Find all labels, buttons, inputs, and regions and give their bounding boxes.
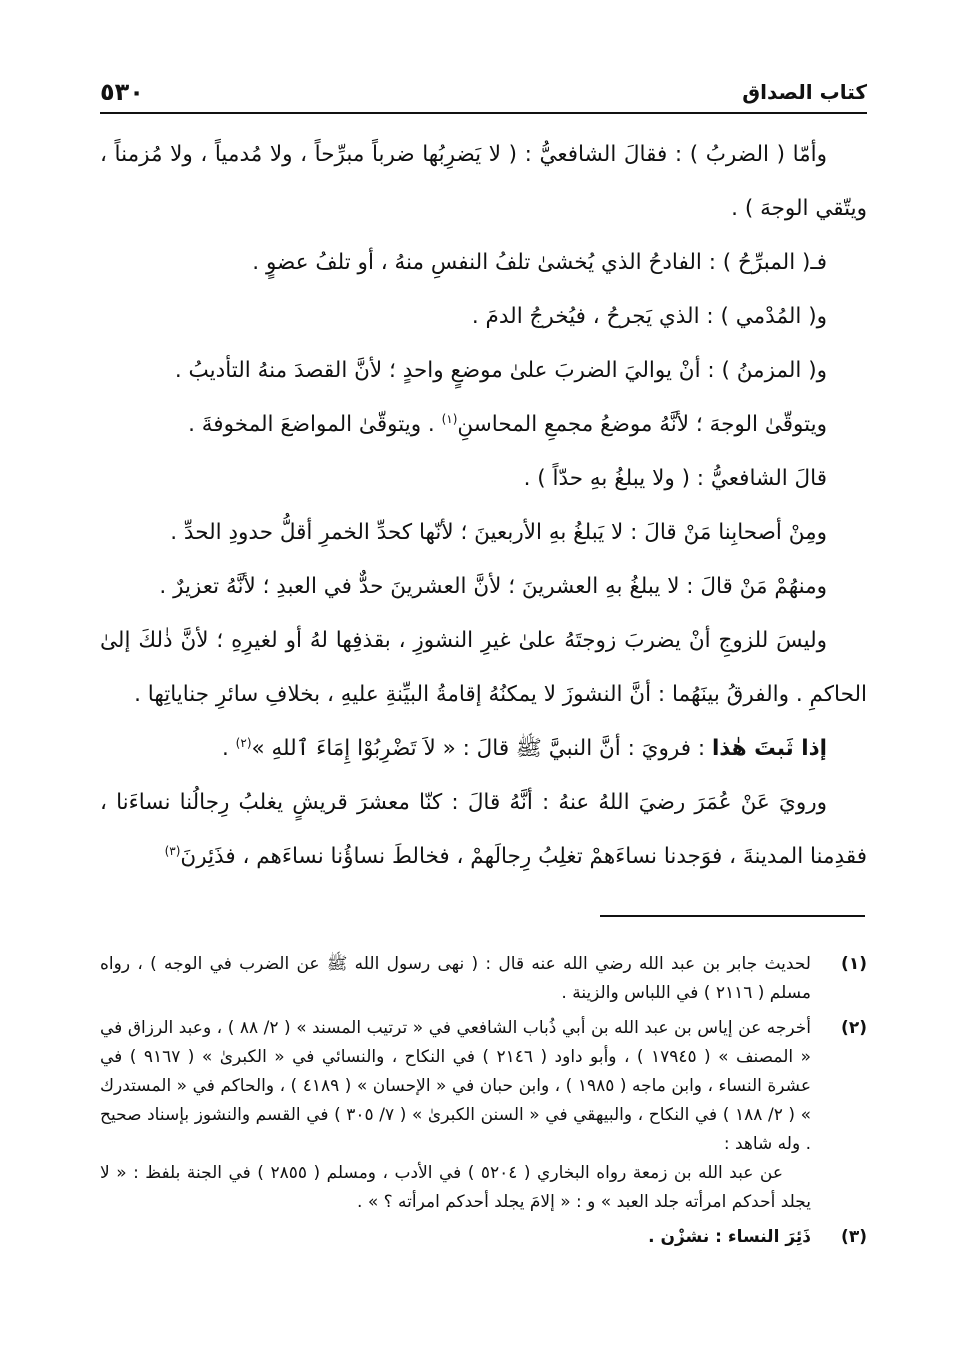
footnote-ref-1[interactable]: (١) <box>441 411 458 426</box>
paragraph-mubarrih: فـ( المبرِّحُ ) : الفادحُ الذي يُخشىٰ تلفُ النفسِ منهُ ، أو تلفُ عضوٍ . <box>252 250 827 275</box>
footnote-3 <box>100 1223 867 1252</box>
paragraph-beating: وأمّا ( الضربُ ) : فقالَ الشافعيُّ : ( لا يَضرِبُها ضرباً مبرِّحاً ، ولا مُدمياً ، ولا مُزمناً ، ويتّقي الوجهَ ) . <box>100 142 867 221</box>
paragraph-mudmi: و( المُدْمي ) : الذي يَجرحُ ، فيُخرجُ الدمَ . <box>471 304 827 329</box>
paragraph-husband: وليسَ للزوجِ أنْ يضربَ زوجتَهُ علىٰ غيرِ النشوزِ ، بقذفِها لهُ أو لغيرِهِ ؛ لأنَّ ذٰلكَ إلىٰ الحاكمِ . والفرقُ بينَهُما : أنَّ النشوزَ لا يمكنُهُ إقامةُ البيِّنةِ عليهِ ، بخلافِ سائرِ جناياتِها . <box>100 628 867 707</box>
paragraph-face-text: ويتوقّىٰ الوجهَ ؛ لأنَّهُ موضعُ مجمعِ المحاسنِ <box>457 412 827 437</box>
page-number: ٥٣٠ <box>100 78 144 106</box>
footnote-text-continued: عن عبد الله بن زمعة رواه البخاري ( ٥٢٠٤ ) في الأدب ، ومسلم ( ٢٨٥٥ ) في الجنة بلفظ : « لا يجلد أحدكم امرأته جلد العبد » و : « إلامَ يجلد أحدكم امرأته ؟ » . <box>100 1163 811 1212</box>
paragraph-muzmin: و( المزمنُ ) : أنْ يواليَ الضربَ علىٰ موضعٍ واحدٍ ؛ لأنَّ القصدَ منهُ التأديبُ . <box>174 358 827 383</box>
footnote-2 <box>100 1014 867 1217</box>
paragraph-face-text-end: . ويتوقّىٰ المواضعَ المخوفةَ . <box>188 412 442 437</box>
umar-text: ورويَ عَنْ عُمَرَ رضيَ اللهُ عنهُ : أنَّهُ قالَ : كنّا معشرَ قريشٍ يغلبُ رِجالُنا نساءَنا ، فقدِمنا المدينةَ ، فوَجدنا نساءَهمْ تغلِبُ رِجالَهمْ ، فخالطَ نساؤُنا نساءَهم ، فذَئِرنَ <box>100 790 867 869</box>
footnote-1 <box>100 950 867 1008</box>
hadith-text: : فرويَ : أنَّ النبيَّ ﷺ قالَ : « لاَ تَضْرِبُوْا إِمَاءَ ٱللهِ » <box>251 736 712 761</box>
footnote-text: لحديث جابر بن عبد الله رضي الله عنه قال : ( نهى رسول الله ﷺ عن الضرب في الوجه ) ، رواه مسلم ( ٢١١٦ ) في اللباس والزينة . <box>100 954 811 1003</box>
footnote-text: ذَئِرَ النساء : نشزْن . <box>648 1227 811 1247</box>
paragraph-twenty: ومنهُمْ مَنْ قالَ : لا يبلغُ بهِ العشرينَ ؛ لأنَّ العشرينَ حدٌّ في العبدِ ؛ لأنَّهُ تعزيرٌ . <box>159 574 827 599</box>
hadith-heading: إذا ثَبتَ هٰذا <box>711 736 827 761</box>
footnote-text: أخرجه عن إياس بن عبد الله بن أبي ذُباب الشافعي في « ترتيب المسند » ( ٢/ ٨٨ ) ، وعبد الرزاق في « المصنف » ( ١٧٩٤٥ ) ، وأبو داود ( ٢١٤٦ ) في النكاح ، والنسائي في « الكبرىٰ » ( ٩١٦٧ ) في عشرة النساء ، وابن ماجه ( ١٩٨٥ ) ، وابن حبان في « الإحسان » ( ٤١٨٩ ) ، والحاكم في « المستدرك » ( ٢/ ١٨٨ ) في النكاح ، والبيهقي في « السنن الكبرىٰ » ( ٧/ ٣٠٥ ) في القسم والنشوز بإسناد صحيح . وله شاهد : <box>100 1018 812 1154</box>
main-text <box>100 128 867 884</box>
footnote-ref-3[interactable]: (٣) <box>164 843 181 858</box>
paragraph-umar <box>100 776 867 884</box>
running-title: كتاب الصداق <box>742 80 867 104</box>
footnote-number: (٣) <box>841 1227 867 1247</box>
footnote-ref-2[interactable]: (٢) <box>235 735 252 750</box>
paragraph-face <box>100 398 867 452</box>
footnote-divider <box>600 915 865 917</box>
footnote-number: (١) <box>841 954 867 974</box>
paragraph-forty: ومِنْ أصحابِنا مَنْ قالَ : لا يَبلغُ بهِ الأربعينَ ؛ لأنّها كحدِّ الخمرِ أقلُّ حدودِ الحدِّ . <box>170 520 827 545</box>
footnotes <box>100 950 867 1258</box>
paragraph-hadith <box>100 722 867 776</box>
hadith-text-end: . <box>222 736 236 761</box>
footnote-number: (٢) <box>841 1018 867 1038</box>
page-header <box>100 76 867 114</box>
paragraph-shafii-limit: قالَ الشافعيُّ : ( ولا يبلغُ بهِ حدّاً ) . <box>523 466 827 491</box>
